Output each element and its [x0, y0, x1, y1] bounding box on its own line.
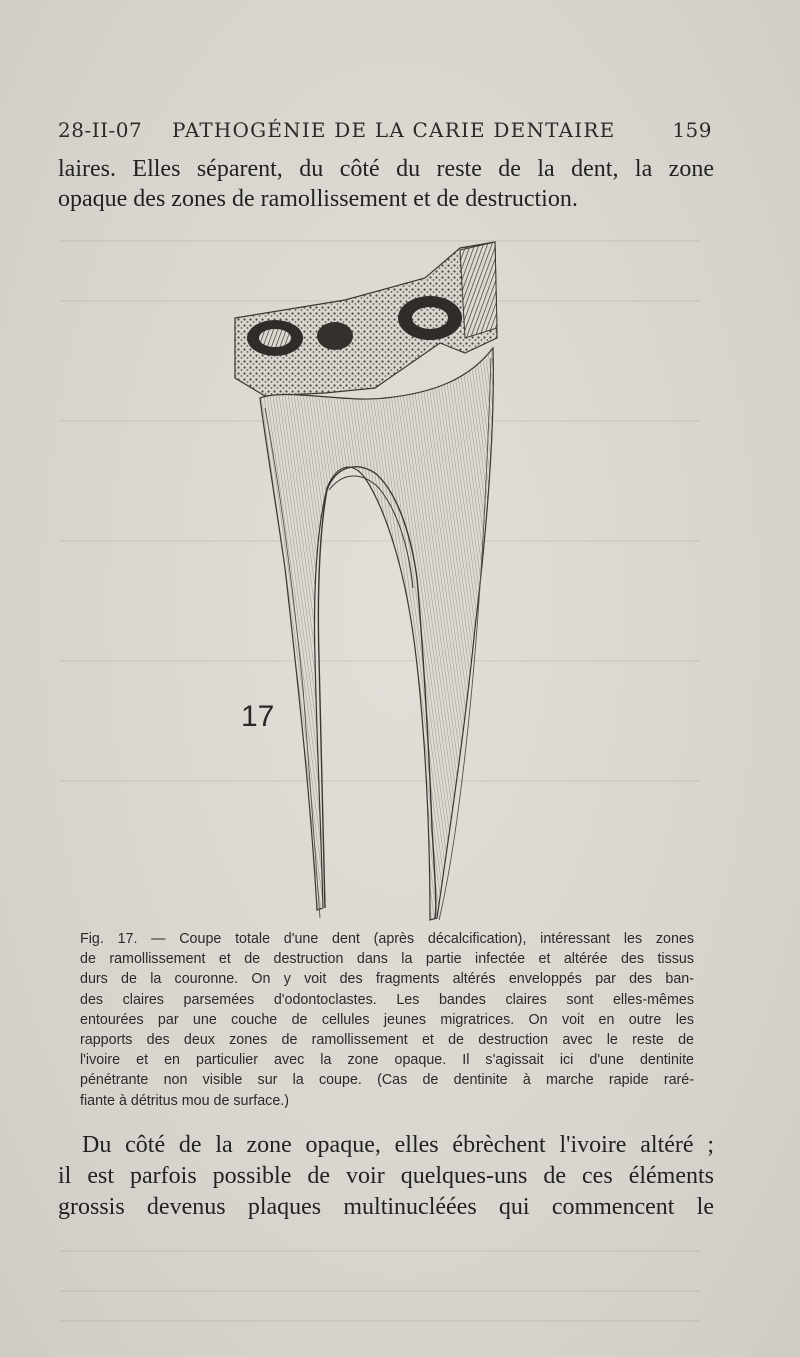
text-line: laires. Elles séparent, du côté du reste de la dent, la zone	[58, 156, 714, 182]
text-line: opaque des zones de ramollissement et de destruction.	[58, 186, 578, 212]
running-title: PATHOGÉNIE DE LA CARIE DENTAIRE	[172, 118, 616, 142]
header-date: 28-II-07	[58, 118, 143, 142]
running-header	[58, 118, 712, 148]
bleed-through-line	[60, 1320, 700, 1322]
tooth-section-illustration	[225, 228, 525, 928]
caption-line: de ramollissement et de destruction dans la partie infectée et altérée des tissus	[80, 951, 694, 968]
text-line: grossis devenus plaques multinucléées qui commencent le	[58, 1194, 714, 1220]
caption-line: durs de la couronne. On y voit des fragments altérés enveloppés par des ban-	[80, 971, 694, 988]
caption-line: entourées par une couche de cellules jeunes migratrices. On voit en outre les	[80, 1011, 694, 1028]
caption-line: pénétrante non visible sur la coupe. (Cas de dentinite à marche rapide raré-	[80, 1072, 694, 1089]
text-line: il est parfois possible de voir quelques-uns de ces éléments	[58, 1163, 714, 1189]
bottom-paragraph	[58, 1130, 714, 1223]
caption-line: l'ivoire et en particulier avec la zone opaque. Il s'agissait ici d'une dentinite	[80, 1052, 694, 1069]
caption-line: Fig. 17. — Coupe totale d'une dent (après décalcification), intéressant les zones	[80, 931, 694, 947]
top-paragraph	[58, 154, 714, 214]
figure-number: 17	[241, 700, 275, 733]
bleed-through-line	[60, 1290, 700, 1292]
bleed-through-line	[60, 1250, 700, 1252]
page-number: 159	[672, 118, 712, 142]
caption-line: des claires parsemées d'odontoclastes. Les bandes claires sont elles-mêmes	[80, 991, 694, 1008]
caption-line: fiante à détritus mou de surface.)	[80, 1092, 290, 1109]
figure-caption	[80, 929, 694, 1111]
caption-line: rapports des deux zones de ramollissement et de destruction avec le reste de	[80, 1032, 694, 1049]
text-line: Du côté de la zone opaque, elles ébrèchent l'ivoire altéré ;	[82, 1132, 714, 1158]
